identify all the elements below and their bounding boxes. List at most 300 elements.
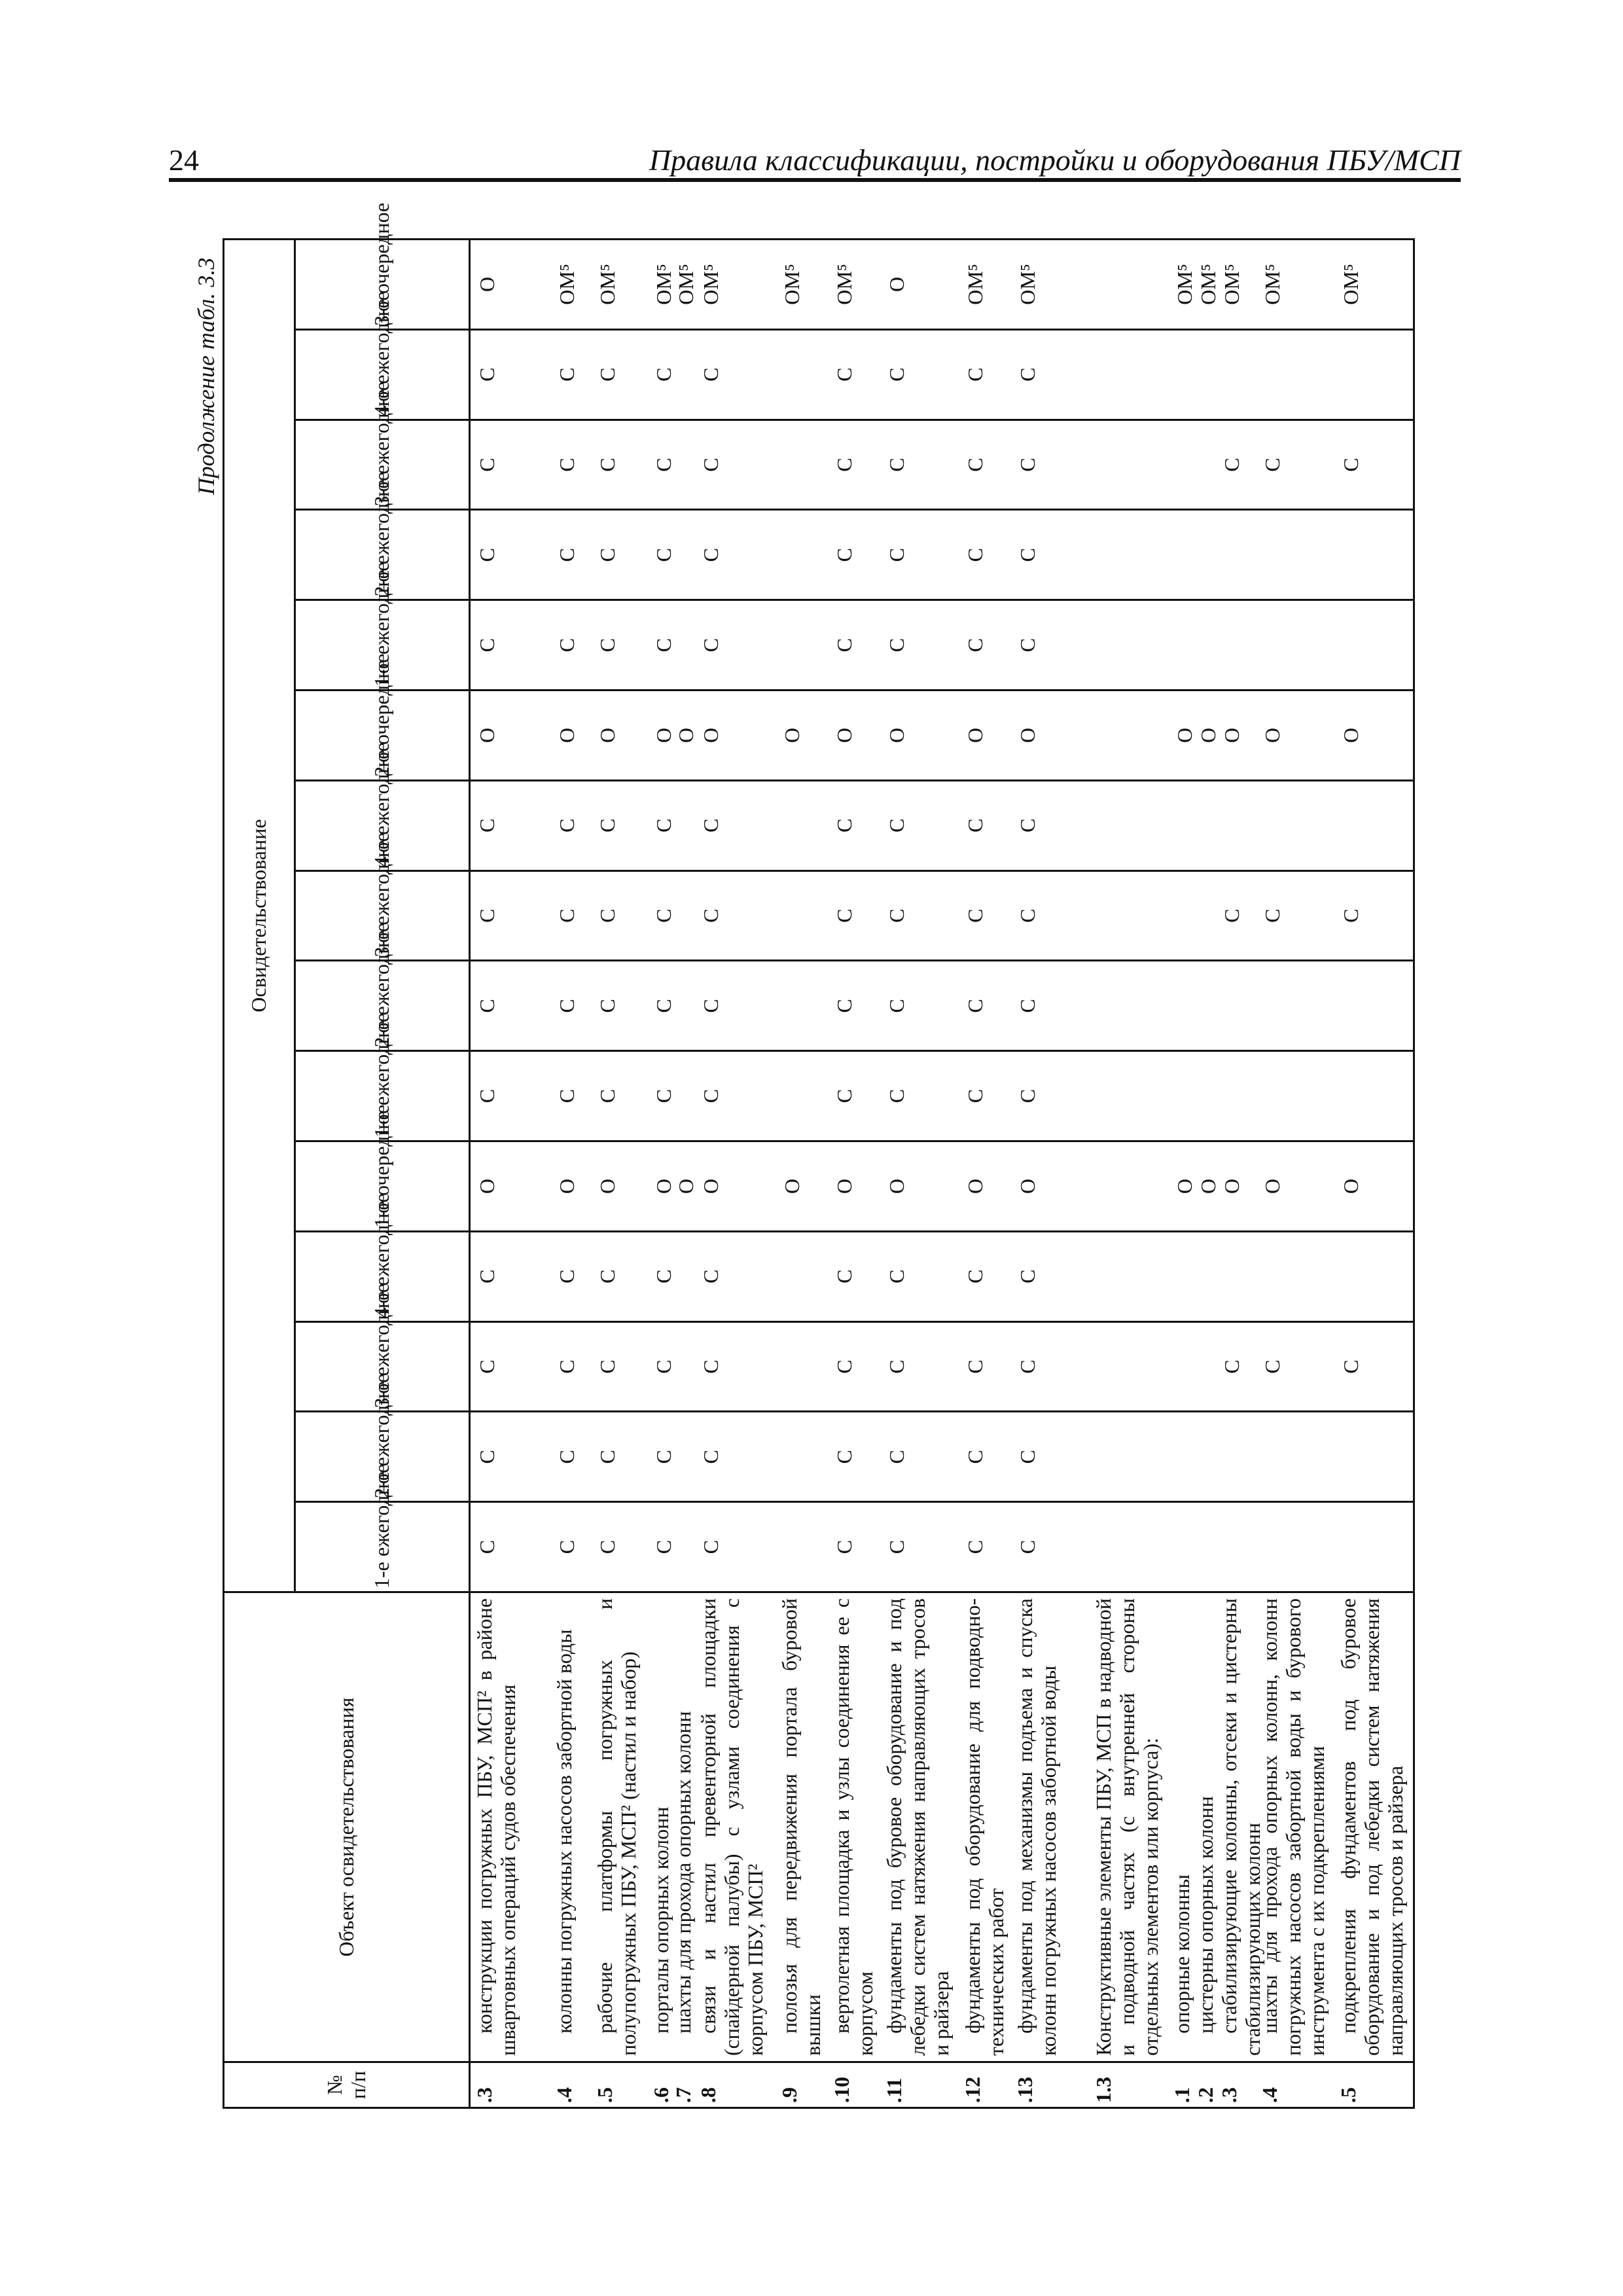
survey-cell: С bbox=[885, 1359, 908, 1374]
row-number: .5 bbox=[1336, 2087, 1360, 2103]
survey-cell: С bbox=[699, 1450, 722, 1464]
survey-cell: С bbox=[596, 637, 619, 653]
survey-cell bbox=[1090, 601, 1168, 689]
survey-cell: С bbox=[699, 818, 722, 833]
survey-cell: О bbox=[699, 1178, 722, 1194]
survey-cell: О bbox=[1016, 727, 1039, 743]
survey-cell: О bbox=[1260, 1178, 1284, 1194]
survey-cell bbox=[1090, 691, 1168, 780]
survey-cell bbox=[1192, 1232, 1215, 1321]
header-object: Объект освидетельствования bbox=[224, 1592, 470, 2062]
table-continuation-label: Продолжение табл. 3.3 bbox=[193, 257, 219, 495]
survey-cell bbox=[1192, 961, 1215, 1050]
row-number: .4 bbox=[552, 2087, 576, 2103]
survey-cell: О bbox=[963, 1178, 987, 1194]
row-number: .2 bbox=[1194, 2087, 1217, 2103]
row-number: .13 bbox=[1013, 2077, 1037, 2103]
survey-cell bbox=[1192, 872, 1215, 960]
survey-cell: С bbox=[555, 548, 579, 562]
survey-cell: ОМ⁵ bbox=[1339, 264, 1363, 305]
row-number: .3 bbox=[1217, 2087, 1241, 2103]
header-survey-column: 4-е ежегодное bbox=[295, 1231, 470, 1321]
survey-cell: О bbox=[885, 276, 908, 292]
survey-column bbox=[470, 1051, 1414, 1141]
survey-cell bbox=[1192, 331, 1215, 419]
survey-cell: С bbox=[475, 1269, 499, 1283]
survey-cell: О bbox=[1173, 727, 1196, 743]
survey-cell bbox=[1334, 781, 1413, 870]
survey-cell bbox=[1168, 1503, 1192, 1591]
row-object: рабочие платформы погружных и полупогружных ПБУ, МСП² (настил и набор) bbox=[593, 1598, 640, 2056]
survey-cell bbox=[1192, 1052, 1215, 1140]
header-rule bbox=[169, 178, 1461, 182]
survey-cell: О bbox=[1339, 727, 1363, 743]
survey-cell bbox=[1168, 421, 1192, 509]
survey-cell bbox=[1256, 511, 1334, 599]
survey-cell: С bbox=[1220, 457, 1243, 472]
survey-cell: О bbox=[674, 1178, 698, 1194]
survey-cell bbox=[1168, 872, 1192, 960]
survey-cell: О bbox=[832, 727, 856, 743]
survey-cell bbox=[1334, 1052, 1413, 1140]
survey-cell bbox=[776, 1232, 828, 1321]
header-survey-column: 2-е ежегодное bbox=[295, 510, 470, 600]
header-number: № п/п bbox=[224, 2062, 470, 2108]
survey-cell bbox=[1334, 961, 1413, 1050]
survey-cell: С bbox=[555, 818, 579, 833]
survey-cell bbox=[1256, 781, 1334, 870]
survey-cell: С bbox=[1016, 908, 1039, 923]
survey-cell: С bbox=[832, 999, 856, 1013]
header-survey-column: 3-е очередное bbox=[295, 240, 470, 330]
header-survey-column: 4-е ежегодное bbox=[295, 329, 470, 420]
survey-cell: С bbox=[832, 1450, 856, 1464]
survey-cell: С bbox=[555, 1359, 579, 1374]
survey-cell: С bbox=[832, 1269, 856, 1283]
row-number: .6 bbox=[649, 2087, 673, 2103]
survey-column bbox=[470, 420, 1414, 510]
survey-cell bbox=[1256, 961, 1334, 1050]
survey-cell bbox=[1256, 331, 1334, 419]
survey-cell: О bbox=[555, 1178, 579, 1194]
survey-cell bbox=[1215, 1232, 1256, 1321]
survey-cell: О bbox=[1016, 1178, 1039, 1194]
survey-cell: О bbox=[475, 727, 499, 743]
survey-cell: С bbox=[832, 637, 856, 653]
survey-cell bbox=[1168, 1232, 1192, 1321]
survey-cell: С bbox=[475, 1539, 499, 1554]
survey-cell bbox=[1090, 511, 1168, 599]
row-object: стабилизирующие колонны, отсеки и цистерны стабилизирующих колонн bbox=[1217, 1598, 1264, 2056]
survey-cell bbox=[1168, 1052, 1192, 1140]
survey-cell bbox=[776, 781, 828, 870]
survey-cell bbox=[1334, 331, 1413, 419]
survey-cell bbox=[776, 1412, 828, 1501]
survey-cell: С bbox=[475, 367, 499, 382]
survey-cell bbox=[1090, 331, 1168, 419]
survey-cell bbox=[776, 511, 828, 599]
survey-cell: С bbox=[475, 999, 499, 1013]
survey-cell bbox=[1192, 1503, 1215, 1591]
survey-cell: ОМ⁵ bbox=[674, 264, 698, 305]
survey-cell: ОМ⁵ bbox=[780, 264, 804, 305]
survey-cell bbox=[1334, 1503, 1413, 1591]
survey-cell: С bbox=[475, 1450, 499, 1464]
survey-cell: С bbox=[596, 1269, 619, 1283]
survey-cell: С bbox=[1260, 908, 1284, 923]
header-survey-column: 3-е ежегодное bbox=[295, 870, 470, 961]
survey-column bbox=[470, 240, 1414, 330]
survey-cell: С bbox=[475, 1088, 499, 1103]
survey-cell: С bbox=[1016, 1450, 1039, 1464]
survey-cell bbox=[776, 961, 828, 1050]
survey-cell: С bbox=[596, 367, 619, 382]
survey-cell: С bbox=[555, 637, 579, 653]
survey-cell bbox=[776, 1503, 828, 1591]
survey-cell: ОМ⁵ bbox=[832, 264, 856, 305]
row-number: 1.3 bbox=[1092, 2077, 1115, 2103]
survey-cell bbox=[1168, 331, 1192, 419]
row-object: подкрепления фундаментов под буровое оборудование и под лебедки систем натяжения направляющих тросов и райзера bbox=[1336, 1598, 1407, 2056]
survey-cell: О bbox=[652, 1178, 675, 1194]
row-object: фундаменты под буровое оборудование и под лебедки систем натяжения направляющих тросов и райзера bbox=[882, 1598, 953, 2056]
survey-cell: О bbox=[1220, 727, 1243, 743]
survey-cell bbox=[1090, 240, 1168, 329]
survey-cell: О bbox=[555, 727, 579, 743]
survey-cell: О bbox=[674, 727, 698, 743]
survey-cell: С bbox=[596, 1359, 619, 1374]
survey-cell: С bbox=[596, 818, 619, 833]
survey-cell: С bbox=[475, 637, 499, 653]
survey-cell: С bbox=[652, 818, 675, 833]
survey-cell: С bbox=[963, 818, 987, 833]
row-object: порталы опорных колонн bbox=[649, 1806, 673, 2034]
survey-cell: О bbox=[780, 1178, 804, 1194]
survey-cell: С bbox=[832, 367, 856, 382]
survey-cell: С bbox=[885, 1539, 908, 1554]
survey-column bbox=[470, 1502, 1414, 1592]
survey-cell: О bbox=[780, 727, 804, 743]
header-survey-column: 1-е ежегодное bbox=[295, 1502, 470, 1592]
survey-cell bbox=[1256, 1503, 1334, 1591]
survey-column bbox=[470, 780, 1414, 870]
survey-cell bbox=[1090, 1142, 1168, 1230]
survey-cell bbox=[1256, 601, 1334, 689]
survey-cell: С bbox=[475, 818, 499, 833]
header-survey-column: 2-е очередное bbox=[295, 691, 470, 781]
survey-cell bbox=[776, 1323, 828, 1411]
row-object: вертолетная площадка и узлы соединения ее с корпусом bbox=[830, 1598, 877, 2056]
header-survey-column: 1-е ежегодное bbox=[295, 600, 470, 691]
survey-cell: ОМ⁵ bbox=[1260, 264, 1284, 305]
survey-cell bbox=[1090, 1323, 1168, 1411]
survey-cell bbox=[1090, 961, 1168, 1050]
survey-cell bbox=[1192, 511, 1215, 599]
survey-cell bbox=[1090, 1052, 1168, 1140]
survey-cell bbox=[1192, 781, 1215, 870]
survey-cell bbox=[1215, 1412, 1256, 1501]
survey-cell: ОМ⁵ bbox=[963, 264, 987, 305]
header-survey-column: 1-е очередное bbox=[295, 1141, 470, 1232]
survey-cell: С bbox=[963, 1269, 987, 1283]
survey-cell: С bbox=[832, 1359, 856, 1374]
running-title: Правила классификации, постройки и оборудования ПБУ/МСП bbox=[649, 143, 1461, 177]
survey-cell: С bbox=[652, 1269, 675, 1283]
header-survey-column: 2-е ежегодное bbox=[295, 961, 470, 1051]
survey-cell: С bbox=[1260, 1359, 1284, 1374]
survey-cell bbox=[1256, 1412, 1334, 1501]
survey-cell bbox=[1168, 601, 1192, 689]
survey-cell: С bbox=[1016, 637, 1039, 653]
row-number: .7 bbox=[671, 2087, 695, 2103]
row-object: фундаменты под оборудование для подводно-технических работ bbox=[961, 1598, 1008, 2056]
survey-cell: С bbox=[963, 1539, 987, 1554]
survey-cell: С bbox=[1016, 457, 1039, 472]
survey-cell: С bbox=[885, 999, 908, 1013]
survey-cell: ОМ⁵ bbox=[1220, 264, 1243, 305]
survey-cell bbox=[1334, 1412, 1413, 1501]
survey-cell: О bbox=[1196, 727, 1220, 743]
survey-cell: ОМ⁵ bbox=[555, 264, 579, 305]
survey-cell bbox=[1334, 601, 1413, 689]
survey-cell: О bbox=[885, 727, 908, 743]
survey-column bbox=[470, 1141, 1414, 1232]
survey-cell: С bbox=[963, 908, 987, 923]
survey-cell: С bbox=[699, 1088, 722, 1103]
row-number: .12 bbox=[961, 2077, 984, 2103]
survey-cell bbox=[1215, 1052, 1256, 1140]
survey-cell bbox=[1090, 1503, 1168, 1591]
row-number: .8 bbox=[696, 2087, 720, 2103]
survey-cell bbox=[1215, 1503, 1256, 1591]
row-number: .5 bbox=[593, 2087, 616, 2103]
survey-column bbox=[470, 870, 1414, 961]
survey-cell: С bbox=[1339, 1359, 1363, 1374]
row-object: шахты для прохода опорных колонн, колонн погружных насосов забортной воды и бурового инструмента с их подкреплениями bbox=[1258, 1598, 1329, 2056]
survey-cell bbox=[1192, 1323, 1215, 1411]
survey-cell: С bbox=[596, 1450, 619, 1464]
survey-cell: С bbox=[832, 1539, 856, 1554]
survey-cell: С bbox=[885, 818, 908, 833]
survey-cell: С bbox=[885, 457, 908, 472]
survey-column bbox=[470, 1412, 1414, 1502]
survey-cell: С bbox=[555, 1539, 579, 1554]
survey-cell bbox=[1192, 1412, 1215, 1501]
survey-cell: С bbox=[699, 999, 722, 1013]
survey-cell: О bbox=[596, 727, 619, 743]
survey-cell bbox=[1334, 1232, 1413, 1321]
survey-cell bbox=[1334, 511, 1413, 599]
survey-column bbox=[470, 329, 1414, 420]
survey-cell: О bbox=[475, 276, 499, 292]
survey-cell: С bbox=[555, 1269, 579, 1283]
survey-cell: С bbox=[596, 548, 619, 562]
survey-cell: С bbox=[652, 637, 675, 653]
survey-cell: С bbox=[832, 457, 856, 472]
header-survey-column: 2-е ежегодное bbox=[295, 1412, 470, 1502]
survey-cell: О bbox=[1173, 1178, 1196, 1194]
survey-cell: О bbox=[963, 727, 987, 743]
survey-cell: С bbox=[652, 1450, 675, 1464]
row-number: .3 bbox=[473, 2087, 496, 2103]
survey-cell: С bbox=[475, 1359, 499, 1374]
survey-cell: С bbox=[963, 1450, 987, 1464]
survey-cell: С bbox=[1339, 457, 1363, 472]
survey-cell: С bbox=[555, 908, 579, 923]
survey-cell: С bbox=[832, 1088, 856, 1103]
survey-column bbox=[470, 1321, 1414, 1412]
row-number: .4 bbox=[1258, 2087, 1281, 2103]
survey-cell: С bbox=[475, 548, 499, 562]
survey-cell: О bbox=[885, 1178, 908, 1194]
row-object: фундаменты под механизмы подъема и спуска колонн погружных насосов забортной воды bbox=[1013, 1598, 1060, 2056]
survey-cell: С bbox=[555, 999, 579, 1013]
row-object: шахты для прохода опорных колонн bbox=[671, 1711, 695, 2034]
survey-cell bbox=[1090, 421, 1168, 509]
survey-cell: С bbox=[699, 457, 722, 472]
survey-table bbox=[223, 202, 1415, 2109]
survey-cell: С bbox=[699, 1539, 722, 1554]
survey-cell: О bbox=[652, 727, 675, 743]
survey-cell: С bbox=[652, 999, 675, 1013]
row-object: колонны погружных насосов забортной воды bbox=[552, 1629, 576, 2034]
survey-cell: С bbox=[832, 548, 856, 562]
survey-cell: С bbox=[885, 908, 908, 923]
survey-cell: С bbox=[652, 1359, 675, 1374]
survey-cell: С bbox=[555, 367, 579, 382]
survey-cell: С bbox=[963, 1088, 987, 1103]
survey-column bbox=[470, 691, 1414, 781]
survey-cell: С bbox=[1016, 548, 1039, 562]
survey-cell: С bbox=[963, 637, 987, 653]
survey-cell: С bbox=[885, 637, 908, 653]
survey-cell bbox=[1168, 1323, 1192, 1411]
row-number: .9 bbox=[777, 2087, 801, 2103]
survey-cell bbox=[776, 601, 828, 689]
survey-cell: С bbox=[596, 1088, 619, 1103]
survey-cell: С bbox=[1220, 908, 1243, 923]
survey-cell: С bbox=[963, 367, 987, 382]
survey-cell: С bbox=[885, 1450, 908, 1464]
page-number: 24 bbox=[169, 143, 199, 177]
survey-cell bbox=[1192, 421, 1215, 509]
header-survey-column: 4-е ежегодное bbox=[295, 780, 470, 870]
survey-cell: С bbox=[832, 818, 856, 833]
survey-column bbox=[470, 1231, 1414, 1321]
survey-cell bbox=[776, 1052, 828, 1140]
survey-cell: С bbox=[652, 548, 675, 562]
row-number: .1 bbox=[1170, 2087, 1194, 2103]
survey-cell: О bbox=[699, 727, 722, 743]
row-object: Конструктивные элементы ПБУ, МСП в надводной и подводной частях (с внутренней стороны отдельных элементов или корпуса): bbox=[1092, 1598, 1162, 2056]
survey-cell: С bbox=[885, 1269, 908, 1283]
survey-cell bbox=[1215, 511, 1256, 599]
row-object: полозья для передвижения портала буровой вышки bbox=[777, 1598, 825, 2056]
survey-cell: С bbox=[1220, 1359, 1243, 1374]
survey-cell: С bbox=[963, 548, 987, 562]
row-object: связи и настил превенторной площадки (спайдерной палубы) с узлами соединения с корпусом ПБУ, МСП² bbox=[696, 1598, 767, 2056]
survey-cell bbox=[1215, 601, 1256, 689]
survey-cell bbox=[1215, 961, 1256, 1050]
header-survey-column: 3-е ежегодное bbox=[295, 420, 470, 510]
survey-cell: С bbox=[1016, 999, 1039, 1013]
survey-cell: О bbox=[1260, 727, 1284, 743]
survey-cell: С bbox=[885, 1088, 908, 1103]
survey-cell: О bbox=[475, 1178, 499, 1194]
survey-cell bbox=[1215, 331, 1256, 419]
survey-cell: С bbox=[963, 457, 987, 472]
survey-cell: С bbox=[963, 999, 987, 1013]
survey-column bbox=[470, 510, 1414, 600]
number-column bbox=[470, 2062, 1414, 2108]
survey-cell: О bbox=[1220, 1178, 1243, 1194]
survey-cell: С bbox=[1339, 908, 1363, 923]
survey-cell: С bbox=[475, 908, 499, 923]
survey-cell: С bbox=[699, 908, 722, 923]
survey-cell: О bbox=[1339, 1178, 1363, 1194]
survey-cell: С bbox=[1016, 367, 1039, 382]
survey-cell bbox=[1090, 1412, 1168, 1501]
survey-cell: С bbox=[963, 1359, 987, 1374]
survey-cell: С bbox=[652, 908, 675, 923]
header-survey-column: 3-е ежегодное bbox=[295, 1321, 470, 1412]
survey-cell: С bbox=[885, 548, 908, 562]
survey-cell bbox=[1090, 872, 1168, 960]
survey-cell: ОМ⁵ bbox=[1196, 264, 1220, 305]
survey-cell bbox=[1168, 511, 1192, 599]
survey-cell: С bbox=[1016, 1269, 1039, 1283]
survey-cell bbox=[776, 872, 828, 960]
survey-cell bbox=[1215, 781, 1256, 870]
survey-cell bbox=[776, 421, 828, 509]
survey-cell: С bbox=[699, 1269, 722, 1283]
survey-cell bbox=[1168, 961, 1192, 1050]
survey-cell bbox=[1256, 1052, 1334, 1140]
survey-cell bbox=[1090, 1232, 1168, 1321]
survey-cell: С bbox=[555, 1088, 579, 1103]
row-object: конструкции погружных ПБУ, МСП² в районе швартовных операций судов обеспечения bbox=[473, 1598, 520, 2056]
survey-cell: С bbox=[1016, 1539, 1039, 1554]
row-number: .11 bbox=[882, 2077, 906, 2103]
survey-cell: С bbox=[832, 908, 856, 923]
survey-cell: С bbox=[555, 1450, 579, 1464]
object-column bbox=[470, 1592, 1414, 2062]
header-survey: Освидетельствование bbox=[224, 240, 295, 1592]
survey-cell: С bbox=[555, 457, 579, 472]
survey-cell: С bbox=[885, 367, 908, 382]
survey-cell bbox=[1192, 601, 1215, 689]
survey-cell: ОМ⁵ bbox=[1173, 264, 1196, 305]
survey-cell: С bbox=[1260, 457, 1284, 472]
survey-cell: ОМ⁵ bbox=[652, 264, 675, 305]
survey-cell: С bbox=[652, 457, 675, 472]
survey-cell bbox=[776, 331, 828, 419]
survey-cell: С bbox=[596, 457, 619, 472]
row-number: .10 bbox=[830, 2077, 853, 2103]
survey-cell: С bbox=[699, 367, 722, 382]
row-object: цистерны опорных колонн bbox=[1194, 1796, 1217, 2034]
header-survey-column: 1-е ежегодное bbox=[295, 1051, 470, 1141]
survey-cell: С bbox=[652, 1539, 675, 1554]
survey-cell: С bbox=[1016, 818, 1039, 833]
survey-cell: ОМ⁵ bbox=[596, 264, 619, 305]
survey-cell: С bbox=[652, 367, 675, 382]
survey-cell: С bbox=[699, 548, 722, 562]
survey-cell: С bbox=[1016, 1088, 1039, 1103]
survey-cell: С bbox=[699, 637, 722, 653]
row-object: опорные колонны bbox=[1170, 1874, 1194, 2034]
survey-cell: ОМ⁵ bbox=[699, 264, 722, 305]
